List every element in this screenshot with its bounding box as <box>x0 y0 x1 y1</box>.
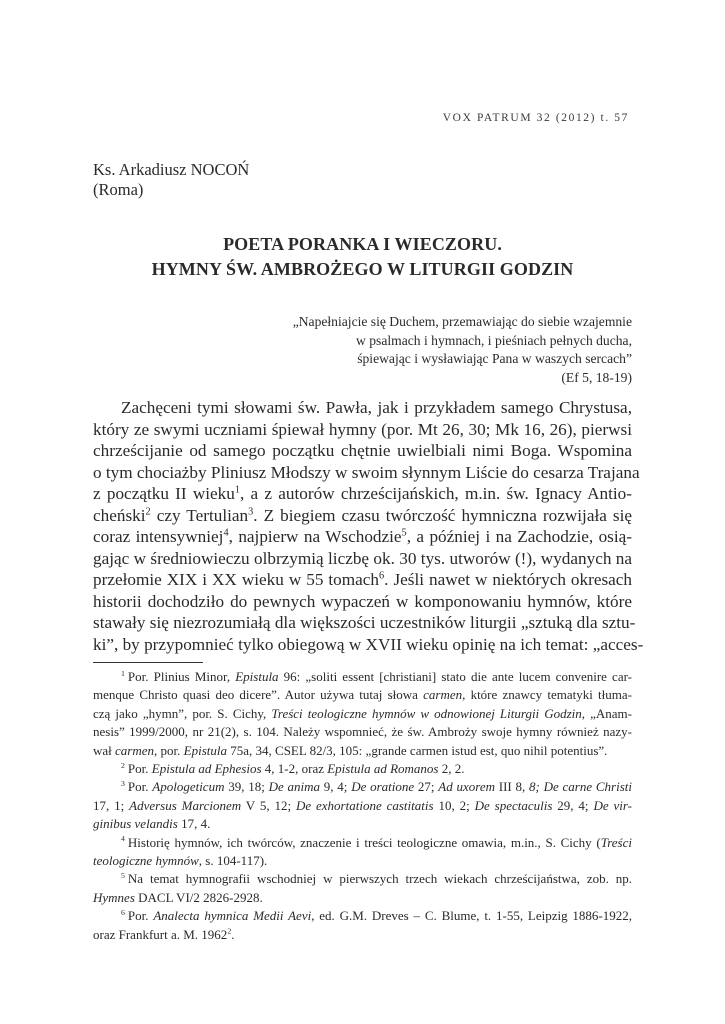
footnote-ref[interactable]: 4 <box>223 527 229 539</box>
footnote-5: $^5$ Na temat hymnografii wschodniej w pierwszych trzech wiekach chrześcijaństwa, zob. np. Hymnes DACL VI/2 2826-2928. <box>93 871 632 905</box>
body-line: gając w średniowieczu olbrzymią liczbę ok. 30 tys. utworów (!), wydanych na <box>93 548 632 568</box>
body-line: ki”, by przypomnieć tylko obiegową w XVII wieku opinię na ich temat: „acces- <box>93 634 644 654</box>
title-line-1: POETA PORANKA I WIECZORU. <box>223 234 502 254</box>
footnotes <box>93 668 632 944</box>
footnote-1: $^1$ Por. Plinius Minor, Epistula 96: „soliti essent [christiani] stato die ante lucem convenire car- menque Christo quasi deo dicere”. Autor używa tutaj słowa carmen, które znawcy tematyki tłuma- czą jako „hymn”, por. S. Cichy, Treści teologiczne hymnów w odnowionej Liturgii Godzin, „Anam- nesis” 1999/2000, nr 21(2), s. 104. Należy wspomnieć, że św. Ambroży swoje hymny również nazy- wał carmen, por. Epistula 75a, 34, CSEL 82/3, 105: „grande carmen istud est, quo nihil potentius”. <box>93 668 632 758</box>
body-line: który ze swymi uczniami śpiewał hymny (por. Mt 26, 30; Mk 16, 26), pierwsi <box>93 419 632 439</box>
footnote-number: 5 <box>121 871 125 881</box>
footnote-ref[interactable]: 5 <box>401 527 407 539</box>
footnote-number: 1 <box>121 668 125 678</box>
footnote-number: 3 <box>121 779 125 789</box>
footnote-ref[interactable]: 2 <box>145 505 151 517</box>
article-title <box>0 232 725 282</box>
footnote-6: $^6$ Por. Analecta hymnica Medii Aevi, ed. G.M. Dreves – C. Blume, t. 1-55, Leipzig 1886-1922, oraz Frankfurt a. M. 1962$^2$. <box>93 907 633 942</box>
footnote-ref[interactable]: 1 <box>234 484 241 496</box>
author-block <box>93 160 249 200</box>
footnote-ref[interactable]: 6 <box>379 570 385 582</box>
footnote-divider <box>93 662 203 663</box>
epigraph-citation: (Ef 5, 18-19) <box>561 369 632 385</box>
footnote-2: $^2$ Por. Epistula ad Ephesios 4, 1-2, oraz Epistula ad Romanos 2, 2. <box>121 760 465 777</box>
epigraph-line: śpiewając i wysławiając Pana w waszych sercach” <box>357 351 632 366</box>
body-line: chrześcijanie od samego początku chętnie uwielbiali nimi Boga. Wspomina <box>93 441 632 460</box>
author-name: Ks. Arkadiusz NOCOŃ <box>93 160 250 179</box>
footnote-4: $^4$ Historię hymnów, ich twórców, znaczenie i treści teologiczne omawia, m.in., S. Cichy (Treści teologiczne hymnów, s. 104-117). <box>93 834 632 869</box>
footnote-number: 6 <box>121 907 125 917</box>
running-head: VOX PATRUM 32 (2012) t. 57 <box>442 112 629 124</box>
body-line: przełomie XIX i XX wieku w 55 tomach$^6$. Jeśli nawet w niektórych okresach <box>93 570 632 589</box>
body-line: o tym chociażby Pliniusz Młodszy w swoim słynnym Liście do cesarza Trajana <box>93 462 640 482</box>
footnote-number: 2 <box>121 760 125 770</box>
epigraph-line: w psalmach i hymnach, i pieśniach pełnych ducha, <box>356 332 632 348</box>
body-line: coraz intensywniej$^4$, najpierw na Wschodzie$^5$, a później i na Zachodzie, osią- <box>93 527 632 546</box>
body-line: cheński$^2$ czy Tertulian$^3$. Z biegiem czasu twórczość hymniczna rozwijała się <box>93 505 632 525</box>
body-line: stawały się niezrozumiałą dla większości uczestników liturgii „sztuką dla sztu- <box>93 613 636 632</box>
body-line: z początku II wieku$^1$, a z autorów chrześcijańskich, m.in. św. Ignacy Antio- <box>93 484 633 503</box>
body-line: Zachęceni tymi słowami św. Pawła, jak i przykładem samego Chrystusa, <box>121 398 632 417</box>
footnote-3: $^3$ Por. Apologeticum 39, 18; De anima 9, 4; De oratione 27; Ad uxorem III 8, 8; De carne Christi 17, 1; Adversus Marcionem V 5, 12; De exhortatione castitatis 10, 2; De spectaculis 29, 4; De vir- ginibus velandis 17, 4. <box>93 779 632 832</box>
epigraph <box>192 313 632 387</box>
title-line-2: HYMNY ŚW. AMBROŻEGO W LITURGII GODZIN <box>151 259 574 279</box>
author-affiliation: (Roma) <box>93 180 144 199</box>
epigraph-line: „Napełniajcie się Duchem, przemawiając do siebie wzajemnie <box>292 314 632 329</box>
footnote-ref[interactable]: 3 <box>248 505 254 517</box>
body-line: historii dochodziło do pewnych wypaczeń w komponowaniu hymnów, które <box>93 591 632 611</box>
footnote-number: 4 <box>121 834 125 844</box>
body-text <box>93 397 644 655</box>
